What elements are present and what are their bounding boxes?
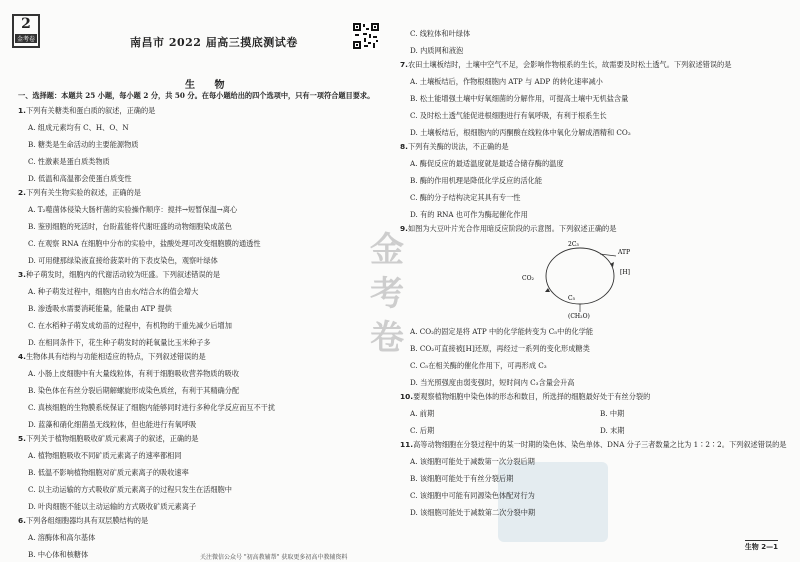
question xyxy=(18,351,386,430)
question-stem xyxy=(400,223,790,234)
question-number: 8. xyxy=(400,142,408,151)
option-item: A. 前期 xyxy=(410,409,435,418)
option-item: B. 该细胞可能处于有丝分裂后期 xyxy=(410,474,514,483)
question xyxy=(400,28,790,56)
option-item: A. 小肠上皮细胞中有大量线粒体，有利于细胞吸收营养物质的吸收 xyxy=(28,369,240,378)
question-stem xyxy=(18,269,386,280)
option-item: D. 当光照强度由弱变强时，短时间内 C₃含量会升高 xyxy=(410,378,575,387)
option-item: D. 叶肉细胞不能以主动运输的方式吸收矿质元素离子 xyxy=(28,502,197,511)
option-item: A. 该细胞可能处于减数第一次分裂后期 xyxy=(410,457,535,466)
option-item: D. 可用健那绿染液直接给菠菜叶的下表皮染色，观察叶绿体 xyxy=(28,256,218,265)
label-c5: C₅ xyxy=(568,295,575,302)
question-text: 种子萌发时，细胞内的代谢活动较为旺盛。下列叙述错误的是 xyxy=(25,270,221,279)
question-number: 2. xyxy=(18,188,26,197)
question-stem xyxy=(18,105,386,116)
question-number: 9. xyxy=(400,224,408,233)
right-column xyxy=(400,22,790,518)
option-item: C. 真核细胞的生物膜系统保证了细胞内能够同时进行多种化学反应而互不干扰 xyxy=(28,403,276,412)
option-item: B. 鉴别细胞的死活时，台盼蓝能将代谢旺盛的动物细胞染成蓝色 xyxy=(28,222,232,231)
option-item: C. 性激素是蛋白质类物质 xyxy=(28,157,110,166)
page-number: 生物 2—1 xyxy=(745,540,778,552)
options xyxy=(400,28,790,56)
question-number: 5. xyxy=(18,434,26,443)
question xyxy=(18,433,386,512)
question-stem xyxy=(18,515,386,526)
qr-code-icon xyxy=(352,22,380,50)
right-questions xyxy=(400,28,790,518)
options xyxy=(400,402,790,436)
option-item: B. CO₂可直接被[H]还原，再经过一系列的变化形成糖类 xyxy=(410,344,590,353)
options xyxy=(18,450,386,512)
question-text: 生物体具有结构与功能相适应的特点，下列叙述错误的是 xyxy=(25,352,206,361)
option-item: D. 蓝藻和硝化细菌虽无线粒体，但也能进行有氧呼吸 xyxy=(28,420,197,429)
option-item: B. 松土能增强土壤中好氧细菌的分解作用，可提高土壤中无机盐含量 xyxy=(410,94,629,103)
question-number: 7. xyxy=(400,60,408,69)
option-item: B. 中心体和核糖体 xyxy=(28,550,89,559)
question-stem xyxy=(400,439,790,450)
question-stem xyxy=(18,187,386,198)
question-stem xyxy=(18,351,386,362)
badge-number: 2 xyxy=(21,16,31,32)
question xyxy=(18,105,386,184)
left-questions xyxy=(18,105,386,560)
option-item: C. 后期 xyxy=(410,426,435,435)
watermark: 金考卷 xyxy=(370,230,404,358)
question xyxy=(18,269,386,348)
question-text: 下列关于植物细胞吸收矿质元素离子的叙述，正确的是 xyxy=(25,434,199,443)
question-stem xyxy=(18,433,386,444)
option-item: A. 种子萌发过程中，细胞内自由水/结合水的值会增大 xyxy=(28,287,199,296)
option-item: B. 中期 xyxy=(600,409,625,418)
option-item: A. 土壤板结后，作物根细胞内 ATP 与 ADP 的转化速率减小 xyxy=(410,77,603,86)
question-text: 高等动物细胞在分裂过程中的某一时期的染色体、染色单体、DNA 分子三者数量之比为 1∶2∶2。下列叙述错误的是 xyxy=(413,440,787,449)
option-item: B. 糖类是生命活动的主要能源物质 xyxy=(28,140,139,149)
question-stem xyxy=(400,391,790,402)
footer-note: 关注微信公众号 "初高教辅帮" 获取更多初高中教辅资料 xyxy=(200,554,348,561)
option-item: C. C₅在相关酶的催化作用下，可再形成 C₃ xyxy=(410,361,547,370)
option-item: D. 该细胞可能处于减数第二次分裂中期 xyxy=(410,508,536,517)
question xyxy=(400,59,790,138)
options xyxy=(400,326,790,388)
question-text: 要观察植物细胞中染色体的形态和数目，所选择的细胞最好处于有丝分裂的 xyxy=(413,392,651,401)
option-item: B. 酶的作用机理是降低化学反应的活化能 xyxy=(410,176,543,185)
question xyxy=(400,439,790,518)
question xyxy=(400,223,790,388)
question xyxy=(400,391,790,436)
question-text: 农田土壤板结时，土壤中空气不足，会影响作物根系的生长，故需要及时松土透气。下列叙述错误的是 xyxy=(407,60,732,69)
label-co2: CO₂ xyxy=(522,275,534,282)
option-item: C. 酶的分子结构决定其具有专一性 xyxy=(410,193,521,202)
badge xyxy=(12,14,40,48)
question-text: 下列有关糖类和蛋白质的叙述，正确的是 xyxy=(25,106,156,115)
question-stem xyxy=(400,59,790,70)
question-text: 如图为大豆叶片光合作用暗反应阶段的示意图。下列叙述正确的是 xyxy=(407,224,617,233)
option-item: D. 有的 RNA 也可作为酶起催化作用 xyxy=(410,210,528,219)
question-number: 4. xyxy=(18,352,26,361)
option-item: A. CO₂的固定是将 ATP 中的化学能转变为 C₅中的化学能 xyxy=(410,327,594,336)
badge-label: 金考卷 xyxy=(16,36,35,43)
question-text: 下列有关生物实验的叙述，正确的是 xyxy=(25,188,141,197)
option-item: B. 渗透吸水需要消耗能量，能量由 ATP 提供 xyxy=(28,304,172,313)
calvin-cycle-diagram xyxy=(400,236,790,320)
option-item: A. T₂噬菌体侵染大肠杆菌的实验操作顺序：搅拌→短暂保温→离心 xyxy=(28,205,238,214)
option-item: A. 组成元素均有 C、H、O、N xyxy=(28,123,129,132)
subject-heading: 生 物 xyxy=(185,80,233,91)
option-item: D. 土壤板结后，根细胞内的丙酮酸在线粒体中氧化分解成酒精和 CO₂ xyxy=(410,128,631,137)
options xyxy=(400,158,790,220)
option-item: D. 低温和高温都会使蛋白质变性 xyxy=(28,174,132,183)
option-item: A. 溶酶体和高尔基体 xyxy=(28,533,96,542)
option-item: B. 低温不影响植物细胞对矿质元素离子的吸收速率 xyxy=(28,468,189,477)
option-item: D. 末期 xyxy=(600,426,625,435)
option-item: A. 植物细胞吸收不同矿质元素离子的速率都相同 xyxy=(28,451,182,460)
question-number: 10. xyxy=(400,392,414,401)
question xyxy=(18,187,386,266)
option-item: C. 及时松土透气能促进根细胞进行有氧呼吸，有利于根系生长 xyxy=(410,111,607,120)
question-number: 1. xyxy=(18,106,26,115)
label-2c3: 2C₃ xyxy=(568,241,579,248)
option-item: B. 染色体在有丝分裂后期解螺旋形成染色质丝，有利于其精确分配 xyxy=(28,386,240,395)
option-item: C. 该细胞中可能有同源染色体配对行为 xyxy=(410,491,535,500)
option-item: D. 在相同条件下，花生种子萌发时的耗氧量比玉米种子多 xyxy=(28,338,211,347)
option-item: C. 线粒体和叶绿体 xyxy=(410,29,471,38)
option-item: C. 以主动运输的方式吸收矿质元素离子的过程只发生在活细胞中 xyxy=(28,485,232,494)
cycle-svg xyxy=(520,236,660,320)
options xyxy=(18,368,386,430)
label-atp: ATP xyxy=(618,249,631,256)
options xyxy=(400,76,790,138)
question-number: 3. xyxy=(18,270,26,279)
question-number: 11. xyxy=(400,440,414,449)
option-item: C. 在水稻种子萌发成幼苗的过程中，有机物的干重先减少后增加 xyxy=(28,321,232,330)
exam-title: 南昌市 2022 届高三摸底测试卷 xyxy=(130,36,298,49)
options xyxy=(18,286,386,348)
label-ch2o: (CH₂O) xyxy=(568,313,590,320)
options xyxy=(400,456,790,518)
question xyxy=(400,141,790,220)
option-item: D. 内质网和液泡 xyxy=(410,46,464,55)
option-item: A. 酶促反应的最适温度就是最适合储存酶的温度 xyxy=(410,159,564,168)
option-item: C. 在观察 RNA 在细胞中分布的实验中，盐酸处理可改变细胞膜的通透性 xyxy=(28,239,261,248)
options xyxy=(18,122,386,184)
section-instructions: 一、选择题：本题共 25 小题，每小题 2 分，共 50 分。在每小题给出的四个选项中，只有一项符合题目要求。 xyxy=(18,91,375,100)
question-number: 6. xyxy=(18,516,26,525)
options xyxy=(18,204,386,266)
left-column xyxy=(18,90,386,560)
question-text: 下列有关酶的说法，不正确的是 xyxy=(407,142,509,151)
label-h: [H] xyxy=(620,269,630,276)
question-text: 下列各组细胞器均具有双层膜结构的是 xyxy=(25,516,149,525)
question-stem xyxy=(400,141,790,152)
